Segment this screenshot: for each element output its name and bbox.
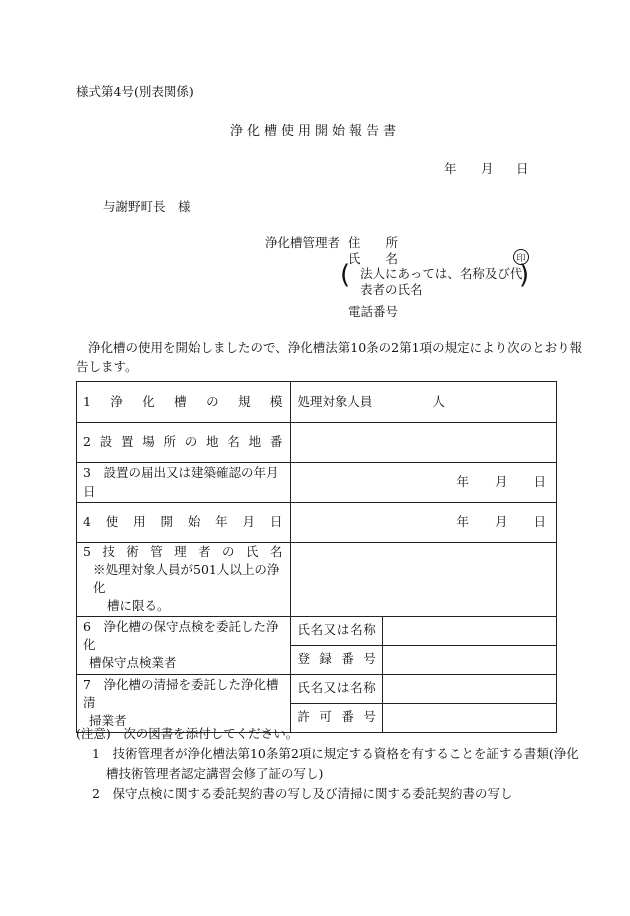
row1-label: 1 浄 化 槽 の 規 模 (77, 382, 291, 423)
corp-note-line2: 表者の氏名 (360, 282, 423, 297)
date-month: 月 (481, 161, 494, 176)
row4-value[interactable]: 年 月 日 (291, 503, 557, 543)
notes-item1-line1: 1 技術管理者が浄化槽法第10条第2項に規定する資格を有することを証する書類(浄化 (92, 746, 579, 761)
row6-sub-number-label: 登 録 番 号 (291, 645, 382, 674)
row7-name-value[interactable] (382, 674, 556, 703)
row-notification-date (77, 463, 557, 503)
reporter-role: 浄化槽管理者 (265, 235, 341, 250)
row7-sub-number-label: 許 可 番 号 (291, 703, 382, 732)
row5-value[interactable] (291, 543, 557, 617)
row2-value[interactable] (291, 423, 557, 463)
row-technical-manager (77, 543, 557, 617)
seal-mark-icon: 印 (513, 249, 529, 265)
row6-name-value[interactable] (382, 616, 556, 645)
row5-label: 5 技 術 管 理 者 の 氏 名 ※処理対象人員が501人以上の浄化 槽に限る。 (77, 543, 291, 617)
row2-label: 2 設 置 場 所 の 地 名 地 番 (77, 423, 291, 463)
row5-note2: 槽に限る。 (107, 598, 170, 614)
row3-label: 3 設置の届出又は建築確認の年月日 (77, 463, 291, 503)
capacity-unit: 人 (432, 393, 445, 409)
right-paren-icon: ) (519, 260, 530, 290)
capacity-label: 処理対象人員 (297, 393, 373, 409)
intro-line2: 告します。 (76, 359, 138, 374)
phone-label: 電話番号 (348, 304, 399, 319)
row7-sub-name-label: 氏 名 又 は 名 称 (291, 674, 382, 703)
left-paren-icon: ( (340, 260, 351, 290)
row4-label: 4 使 用 開 始 年 月 日 (77, 503, 291, 543)
row-cleaning-contractor (77, 674, 557, 703)
date-day: 日 (516, 161, 529, 176)
notes-item2: 2 保守点検に関する委託契約書の写し及び清掃に関する委託契約書の写し (92, 786, 513, 801)
row7-number-value[interactable] (382, 703, 556, 732)
name-label: 氏 名 (348, 251, 399, 266)
addressee: 与謝野町長 様 (103, 199, 191, 214)
date-year: 年 (444, 161, 457, 176)
notes-header: (注意) 次の図書を添付してください。 (76, 726, 299, 741)
intro-line1: 浄化槽の使用を開始しましたので、浄化槽法第10条の2第1項の規定により次のとおり報 (88, 340, 583, 355)
row-start-date (77, 503, 557, 543)
form-number: 様式第4号(別表関係) (76, 84, 194, 99)
row7-label: 7 浄化槽の清掃を委託した浄化槽清 掃業者 (77, 674, 291, 732)
row6-sub-name-label: 氏 名 又 は 名 称 (291, 616, 382, 645)
row-scale (77, 382, 557, 423)
report-table (76, 381, 557, 733)
row5-note1: ※処理対象人員が501人以上の浄化 (93, 562, 280, 596)
row-maintenance-contractor (77, 616, 557, 645)
corp-note-line1: 法人にあっては、名称及び代 (360, 266, 523, 281)
notes-item1-line2: 槽技術管理者認定講習会修了証の写し) (106, 766, 324, 781)
address-label: 住 所 (348, 235, 399, 250)
row1-value[interactable] (291, 382, 557, 423)
row-location (77, 423, 557, 463)
page-title: 浄化槽使用開始報告書 (229, 124, 400, 139)
row6-label: 6 浄化槽の保守点検を委託した浄化 槽保守点検業者 (77, 616, 291, 674)
row6-number-value[interactable] (382, 645, 556, 674)
row3-value[interactable]: 年 月 日 (291, 463, 557, 503)
